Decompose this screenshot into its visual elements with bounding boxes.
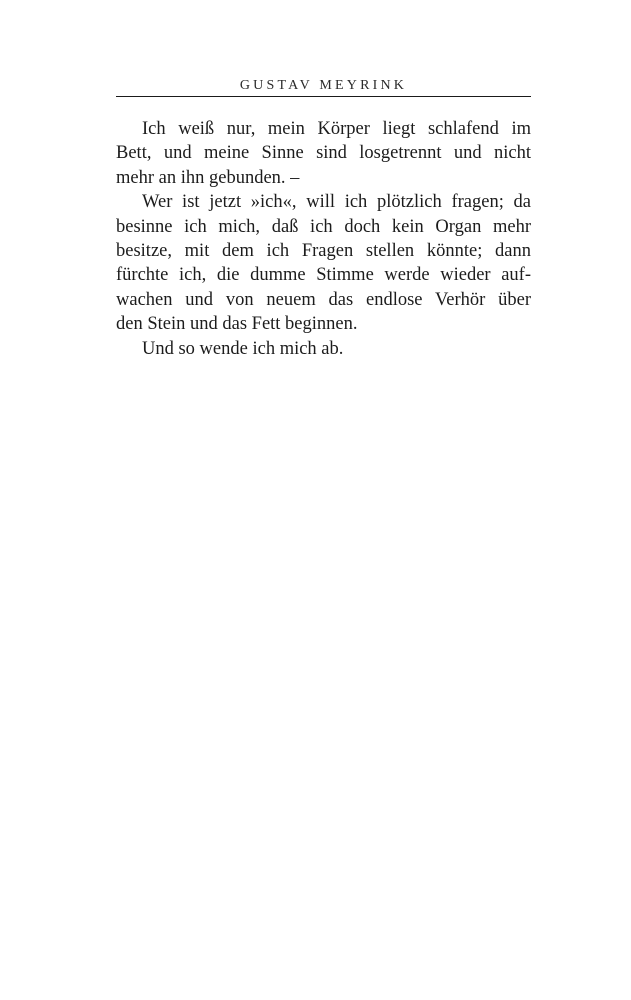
text-line: besinne ich mich, daß ich doch kein Organ mehr — [116, 216, 531, 237]
text-line: Ich weiß nur, mein Körper liegt schlafend im — [142, 119, 531, 139]
text-line: mehr an ihn gebunden. – — [116, 167, 300, 188]
running-head: GUSTAV MEYRINK — [239, 78, 408, 93]
text-line: Bett, und meine Sinne sind losgetrennt und nicht — [116, 143, 531, 164]
text-line: wachen und von neuem das endlose Verhör über — [116, 289, 531, 310]
text-line: Wer ist jetzt »ich«, will ich plötzlich fragen; da — [142, 192, 531, 213]
text-line: besitze, mit dem ich Fragen stellen könnte; dann — [116, 240, 531, 261]
header-rule — [116, 96, 531, 97]
text-line: den Stein und das Fett beginnen. — [116, 314, 358, 335]
body-text — [116, 117, 531, 361]
text-line: fürchte ich, die dumme Stimme werde wieder auf- — [116, 265, 531, 286]
text-line: Und so wende ich mich ab. — [142, 338, 344, 359]
